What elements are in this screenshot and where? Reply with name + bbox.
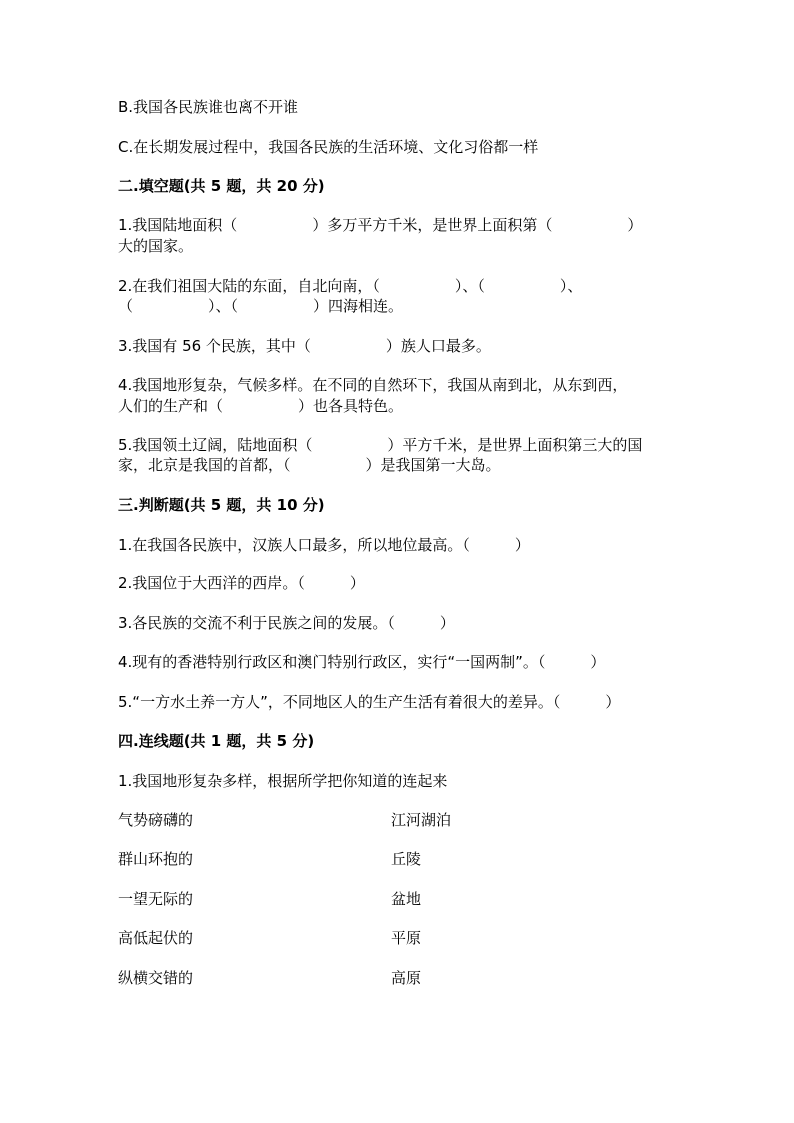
match-right-item: 高原 — [391, 969, 422, 987]
match-right-item: 江河湖泊 — [391, 811, 452, 829]
option-c: C.在长期发展过程中，我国各民族的生活环境、文化习俗都一样 — [118, 138, 539, 156]
tf-q2: 2.我国位于大西洋的西岸。（ ） — [118, 574, 365, 592]
match-right-item: 平原 — [391, 929, 422, 947]
tf-q4: 4.现有的香港特别行政区和澳门特别行政区，实行“一国两制”。（ ） — [118, 653, 606, 671]
fill-q1-line2: 大的国家。 — [118, 237, 194, 255]
match-right-item: 盆地 — [391, 890, 422, 908]
match-q1: 1.我国地形复杂多样，根据所学把你知道的连起来 — [118, 772, 448, 790]
tf-q1: 1.在我国各民族中，汉族人口最多，所以地位最高。（ ） — [118, 536, 530, 554]
match-left-item: 群山环抱的 — [118, 850, 194, 868]
match-left-item: 高低起伏的 — [118, 929, 194, 947]
match-left-item: 一望无际的 — [118, 890, 194, 908]
match-right-item: 丘陵 — [391, 850, 422, 868]
fill-q5-line1: 5.我国领土辽阔，陆地面积（ ）平方千米，是世界上面积第三大的国 — [118, 436, 643, 454]
fill-q5-line2: 家，北京是我国的首都，（ ）是我国第一大岛。 — [118, 456, 501, 474]
match-left-item: 纵横交错的 — [118, 969, 194, 987]
section-title-fill-in: 二.填空题(共 5 题，共 20 分) — [118, 177, 325, 195]
section-title-matching: 四.连线题(共 1 题，共 5 分) — [118, 732, 315, 750]
tf-q3: 3.各民族的交流不利于民族之间的发展。（ ） — [118, 614, 455, 632]
match-left-item: 气势磅礴的 — [118, 811, 194, 829]
fill-q3: 3.我国有 56 个民族，其中（ ）族人口最多。 — [118, 337, 491, 355]
section-title-true-false: 三.判断题(共 5 题，共 10 分) — [118, 496, 325, 514]
fill-q2-line2: （ ）、（ ）四海相连。 — [118, 297, 404, 315]
tf-q5: 5.“一方水土养一方人”，不同地区人的生产生活有着很大的差异。（ ） — [118, 693, 621, 711]
fill-q4-line1: 4.我国地形复杂，气候多样。在不同的自然环下，我国从南到北，从东到西， — [118, 376, 628, 394]
option-b: B.我国各民族谁也离不开谁 — [118, 98, 299, 116]
fill-q1-line1: 1.我国陆地面积（ ）多万平方千米，是世界上面积第（ ） — [118, 216, 643, 234]
fill-q2-line1: 2.在我们祖国大陆的东面，自北向南，（ ）、（ ）、 — [118, 277, 583, 295]
fill-q4-line2: 人们的生产和（ ）也各具特色。 — [118, 397, 404, 415]
